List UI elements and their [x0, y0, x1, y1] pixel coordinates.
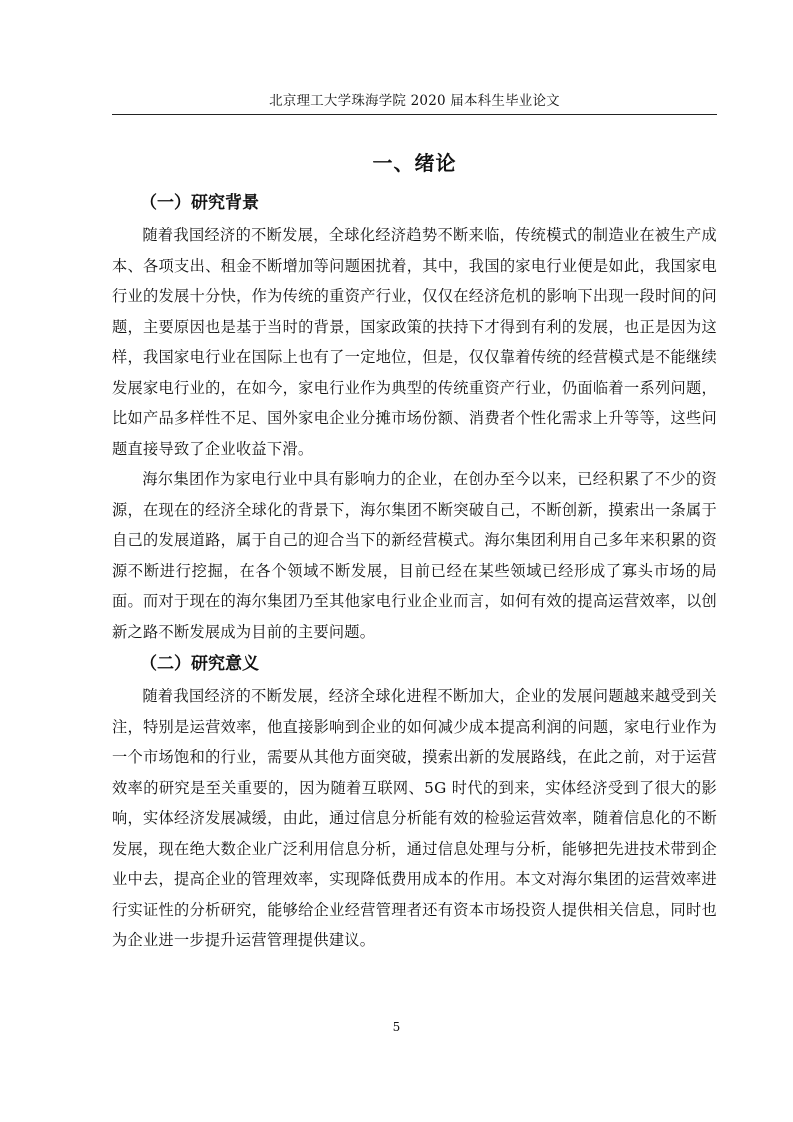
page-number: 5	[392, 1020, 401, 1034]
chapter-title: 一、绪论	[372, 151, 457, 175]
section-title-significance: （二）研究意义	[140, 654, 259, 674]
page-body	[112, 140, 717, 956]
section-background	[112, 186, 717, 647]
paragraph: 海尔集团作为家电行业中具有影响力的企业，在创办至今以来，已经积累了不少的资源，在现在的经济全球化的背景下，海尔集团不断突破自己，不断创新，摸索出一条属于自己的发展道路，属于自己的迎合当下的新经营模式。海尔集团利用自己多年来积累的资源不断进行挖掘，在各个领域不断发展，目前已经在某些领域已经形成了寡头市场的局面。而对于现在的海尔集团乃至其他家电行业企业而言，如何有效的提高运营效率，以创新之路不断发展成为目前的主要问题。	[112, 470, 717, 641]
paragraph: 随着我国经济的不断发展，经济全球化进程不断加大，企业的发展问题越来越受到关注，特别是运营效率，他直接影响到企业的如何减少成本提高利润的问题，家电行业作为一个市场饱和的行业，需要从其他方面突破，摸索出新的发展路线，在此之前，对于运营效率的研究是至关重要的，因为随着互联网、5G 时代的到来，实体经济受到了很大的影响，实体经济发展减缓，由此，通过信息分析能有效的检验运营效率，随着信息化的不断发展，现在绝大数企业广泛利用信息分析，通过信息处理与分析，能够把先进技术带到企业中去，提高企业的管理效率，实现降低费用成本的作用。本文对海尔集团的运营效率进行实证性的分析研究，能够给企业经营管理者还有资本市场投资人提供相关信息，同时也为企业进一步提升运营管理提供建议。	[112, 687, 717, 949]
paragraph: 随着我国经济的不断发展，全球化经济趋势不断来临，传统模式的制造业在被生产成本、各项支出、租金不断增加等问题困扰着，其中，我国的家电行业便是如此，我国家电行业的发展十分快，作为传统的重资产行业，仅仅在经济危机的影响下出现一段时间的问题，主要原因也是基于当时的背景，国家政策的扶持下才得到有利的发展，也正是因为这样，我国家电行业在国际上也有了一定地位，但是，仅仅靠着传统的经营模式是不能继续发展家电行业的，在如今，家电行业作为典型的传统重资产行业，仍面临着一系列问题，比如产品多样性不足、国外家电企业分摊市场份额、消费者个性化需求上升等等，这些问题直接导致了企业收益下滑。	[112, 226, 717, 458]
section-title-background: （一）研究背景	[140, 193, 259, 213]
header-rule	[112, 114, 717, 115]
running-header: 北京理工大学珠海学院 2020 届本科生毕业论文	[269, 93, 560, 109]
section-significance	[112, 647, 717, 956]
